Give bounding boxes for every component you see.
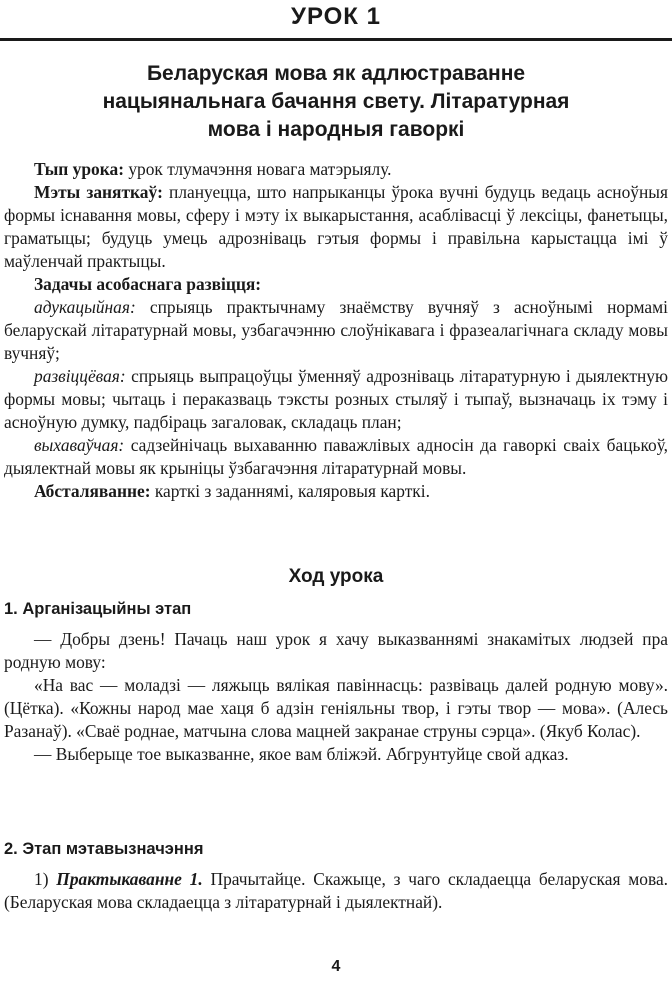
equip-label: Абсталяванне: xyxy=(34,481,151,501)
goals-label: Мэты заняткаў: xyxy=(34,182,163,202)
header-rule xyxy=(0,38,672,41)
equipment xyxy=(4,480,668,503)
dev-text: спрыяць выпрацоўцы ўменняў адрозніваць літаратурную і дыялектную формы мовы; чытаць і пераказваць тэксты розных стыляў і тыпаў, вызначаць іх тэму і асноўную думку, падбіраць загаловак, складаць план; xyxy=(4,366,668,432)
exercise-text: Прачытайце. Скажыце, з чаго складаецца беларуская мова. (Беларуская мова складаецца з літаратурнай і дыялектнай). xyxy=(4,869,669,912)
lesson-type xyxy=(4,158,668,181)
lesson-topic-title xyxy=(20,60,652,144)
upb-label: выхаваўчая: xyxy=(34,435,125,455)
goals-text: плануецца, што напрыканцы ўрока вучні будуць ведаць асноўныя формы існавання мовы, сферу і мэту іх выкарыстання, асаблівасці ў лексіцы, фанетыцы, граматыцы; будуць умець адрозніваць гэтыя формы і правільна карыстацца імі ў маўленчай практыцы. xyxy=(4,182,668,271)
upb-text: садзейнічаць выхаванню паважлівых адносін да гаворкі сваіх бацькоў, дыялектнай мовы як крыніцы ўзбагачэння літаратурнай мовы. xyxy=(4,435,668,478)
course-heading: Ход урока xyxy=(288,566,384,587)
task-upbringing xyxy=(4,434,668,480)
exercise-number: 1) xyxy=(34,869,57,889)
title-line: мова і народныя гаворкі xyxy=(207,118,465,141)
stage1-heading: 1. Арганізацыйны этап xyxy=(4,600,192,618)
lesson-type-label: Тып урока: xyxy=(34,159,124,179)
stage2-heading: 2. Этап мэтавызначэння xyxy=(4,840,204,858)
stage1-question: — Выберыце тое выказванне, якое вам бліжэй. Абгрунтуйце свой адказ. xyxy=(34,744,569,764)
lesson-goals xyxy=(4,181,668,273)
dev-label: развіццёвая: xyxy=(34,366,126,386)
equip-text: карткі з заданнямі, каляровыя карткі. xyxy=(150,481,430,501)
page-number: 4 xyxy=(331,958,341,975)
lesson-label: УРОК 1 xyxy=(291,3,381,30)
stage1-greeting: — Добры дзень! Пачаць наш урок я хачу выказваннямі знакамітых людзей пра родную мову: xyxy=(4,629,668,672)
stage1-content xyxy=(4,628,668,766)
task-developmental xyxy=(4,365,668,434)
tasks-label: Задачы асобаснага развіцця: xyxy=(34,274,262,294)
edu-label: адукацыйная: xyxy=(34,297,136,317)
stage2-content xyxy=(4,868,668,914)
lesson-intro xyxy=(4,158,668,503)
stage1-quotes: «На вас — моладзі — ляжыць вялікая павіннасць: развіваць далей родную мову». (Цётка). «Кожны народ мае хаця б адзін геніяльны твор, і гэты твор — мова». (Алесь Разанаў). «Сваё роднае, матчына слова мацней закранае струны сэрца». (Якуб Колас). xyxy=(4,675,668,741)
lesson-type-text: урок тлумачэння новага матэрыялу. xyxy=(123,159,392,179)
task-educational xyxy=(4,296,668,365)
title-line: Беларуская мова як адлюстраванне xyxy=(146,62,526,85)
edu-text: спрыяць практычнаму знаёмству вучняў з асноўнымі нормамі беларускай літаратурнай мовы, узбагачэнню слоўнікавага і фразеалагічнага складу мовы вучняў; xyxy=(4,297,668,363)
lesson-header xyxy=(0,0,672,40)
title-line: нацыянальнага бачання свету. Літаратурная xyxy=(102,90,570,113)
exercise-label: Практыкаванне 1. xyxy=(56,869,203,889)
exercise-1 xyxy=(4,868,668,914)
